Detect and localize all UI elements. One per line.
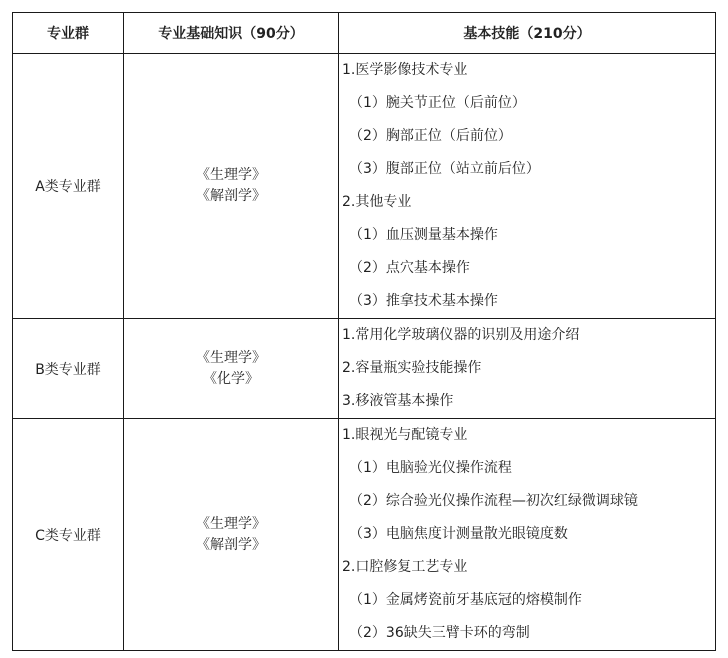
group-cell: C类专业群 (13, 419, 124, 651)
skill-subitem: （1）血压测量基本操作 (349, 227, 498, 243)
table-row (13, 54, 716, 319)
knowledge-cell (124, 54, 339, 319)
skill-subitem: （2）综合验光仪操作流程—初次红绿微调球镜 (349, 493, 638, 509)
skill-item: 2.其他专业 (342, 194, 412, 210)
textbook-title: 《生理学》 (196, 167, 266, 183)
skill-subitem: （1）腕关节正位（后前位） (349, 95, 526, 111)
skill-subitem: （2）点穴基本操作 (349, 260, 470, 276)
header-knowledge: 专业基础知识（90分） (124, 13, 339, 54)
skill-item: 1.常用化学玻璃仪器的识别及用途介绍 (342, 327, 580, 343)
knowledge-cell (124, 319, 339, 419)
textbook-title: 《解剖学》 (196, 188, 266, 204)
group-cell: A类专业群 (13, 54, 124, 319)
skill-subitem: （2）36缺失三臂卡环的弯制 (349, 625, 530, 641)
skill-item: 1.眼视光与配镜专业 (342, 427, 468, 443)
table-row (13, 419, 716, 651)
table-row (13, 319, 716, 419)
skill-item: 1.医学影像技术专业 (342, 62, 468, 78)
group-cell: B类专业群 (13, 319, 124, 419)
skill-subitem: （2）胸部正位（后前位） (349, 128, 512, 144)
skill-item: 2.容量瓶实验技能操作 (342, 360, 482, 376)
skill-item: 3.移液管基本操作 (342, 393, 454, 409)
skill-item: 2.口腔修复工艺专业 (342, 559, 468, 575)
skills-cell (339, 54, 716, 319)
skills-cell (339, 419, 716, 651)
textbook-title: 《生理学》 (196, 349, 266, 366)
skill-subitem: （1）金属烤瓷前牙基底冠的熔模制作 (349, 592, 582, 608)
knowledge-cell (124, 419, 339, 651)
exam-content-table (12, 12, 716, 651)
skill-subitem: （3）电脑焦度计测量散光眼镜度数 (349, 526, 568, 542)
skills-cell (339, 319, 716, 419)
textbook-title: 《化学》 (203, 370, 259, 387)
skill-subitem: （3）推拿技术基本操作 (349, 293, 498, 309)
skill-subitem: （1）电脑验光仪操作流程 (349, 460, 512, 476)
textbook-title: 《解剖学》 (196, 536, 266, 553)
header-skills: 基本技能（210分） (339, 13, 716, 54)
header-row (13, 13, 716, 54)
table-body (13, 54, 716, 651)
skill-subitem: （3）腹部正位（站立前后位） (349, 161, 540, 177)
header-group: 专业群 (13, 13, 124, 54)
textbook-title: 《生理学》 (196, 515, 266, 532)
